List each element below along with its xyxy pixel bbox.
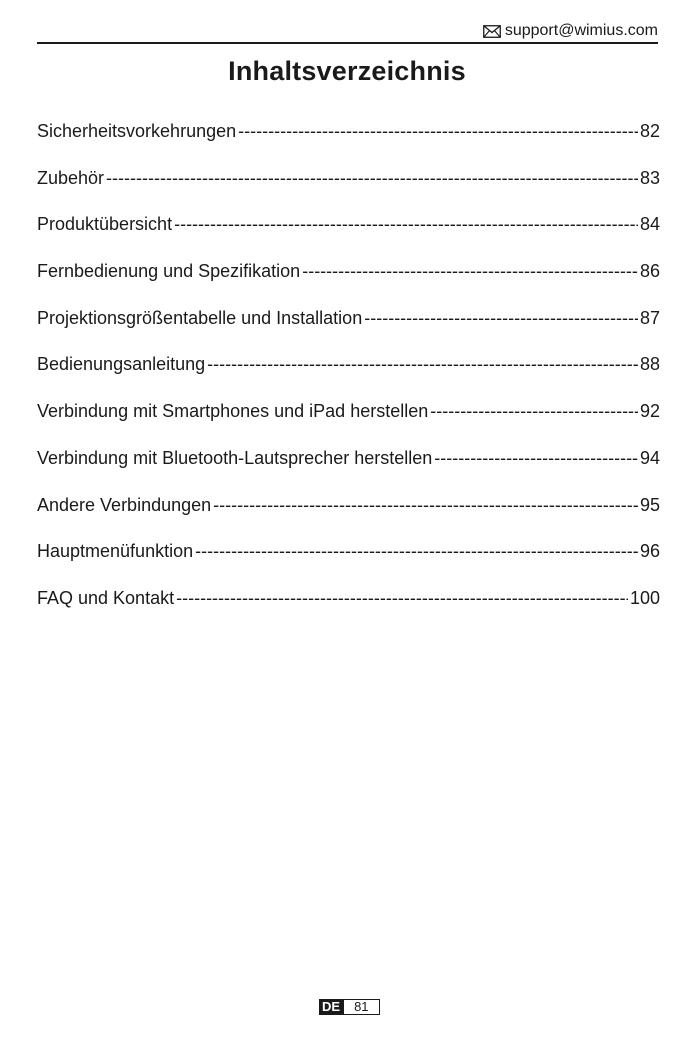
toc-entry-page: 83 bbox=[639, 167, 660, 188]
support-email-text: support@wimius.com bbox=[504, 22, 658, 39]
toc-entry-title: Bedienungsanleitung bbox=[37, 354, 206, 375]
toc-entry-page: 84 bbox=[639, 214, 660, 235]
toc-entry-page: 100 bbox=[629, 587, 660, 608]
toc-dot-leader bbox=[430, 398, 638, 424]
toc-entry-page: 94 bbox=[639, 447, 660, 468]
page-title: Inhaltsverzeichnis bbox=[228, 56, 466, 86]
toc-entry[interactable] bbox=[37, 118, 660, 165]
toc-dot-leader bbox=[106, 165, 638, 191]
page-header bbox=[37, 20, 658, 44]
toc-entry-page: 96 bbox=[639, 541, 660, 562]
toc-entry-title: Sicherheitsvorkehrungen bbox=[37, 121, 237, 141]
toc-dot-leader bbox=[238, 118, 638, 144]
toc-dot-leader bbox=[213, 492, 638, 518]
language-badge: DE bbox=[319, 999, 343, 1015]
toc-entry-page: 82 bbox=[639, 121, 660, 141]
toc-dot-leader bbox=[195, 538, 638, 564]
envelope-icon bbox=[483, 25, 501, 38]
toc-entry-title: Hauptmenüfunktion bbox=[37, 541, 194, 562]
toc-dot-leader bbox=[302, 258, 638, 284]
toc-dot-leader bbox=[207, 351, 638, 377]
toc-entry[interactable] bbox=[37, 585, 660, 632]
toc-entry[interactable] bbox=[37, 538, 660, 585]
toc-dot-leader bbox=[364, 305, 638, 331]
toc-entry-title: Projektionsgrößentabelle und Installation bbox=[37, 307, 363, 328]
toc-entry-page: 95 bbox=[639, 494, 660, 515]
toc-entry[interactable] bbox=[37, 351, 660, 398]
toc-entry[interactable] bbox=[37, 492, 660, 539]
toc-entry-title: Produktübersicht bbox=[37, 214, 173, 235]
toc-dot-leader bbox=[176, 585, 628, 611]
page-number: 81 bbox=[343, 999, 379, 1015]
toc-entry[interactable] bbox=[37, 305, 660, 352]
toc-entry-page: 92 bbox=[639, 401, 660, 422]
toc-dot-leader bbox=[174, 211, 638, 237]
toc-entry[interactable] bbox=[37, 258, 660, 305]
toc-dot-leader bbox=[434, 445, 638, 471]
toc-entry-page: 88 bbox=[639, 354, 660, 375]
toc-entry[interactable] bbox=[37, 165, 660, 212]
toc-entry[interactable] bbox=[37, 211, 660, 258]
table-of-contents bbox=[37, 118, 660, 632]
toc-entry-title: Verbindung mit Smartphones und iPad herstellen bbox=[37, 401, 429, 422]
toc-entry-title: FAQ und Kontakt bbox=[37, 587, 175, 608]
toc-entry[interactable] bbox=[37, 398, 660, 445]
toc-entry-title: Andere Verbindungen bbox=[37, 494, 212, 515]
toc-entry[interactable] bbox=[37, 445, 660, 492]
toc-entry-title: Verbindung mit Bluetooth-Lautsprecher herstellen bbox=[37, 447, 433, 468]
page-footer bbox=[319, 999, 380, 1015]
support-email[interactable] bbox=[483, 22, 658, 40]
toc-entry-title: Zubehör bbox=[37, 167, 105, 188]
toc-entry-page: 86 bbox=[639, 261, 660, 282]
toc-entry-title: Fernbedienung und Spezifikation bbox=[37, 261, 301, 282]
toc-entry-page: 87 bbox=[639, 307, 660, 328]
